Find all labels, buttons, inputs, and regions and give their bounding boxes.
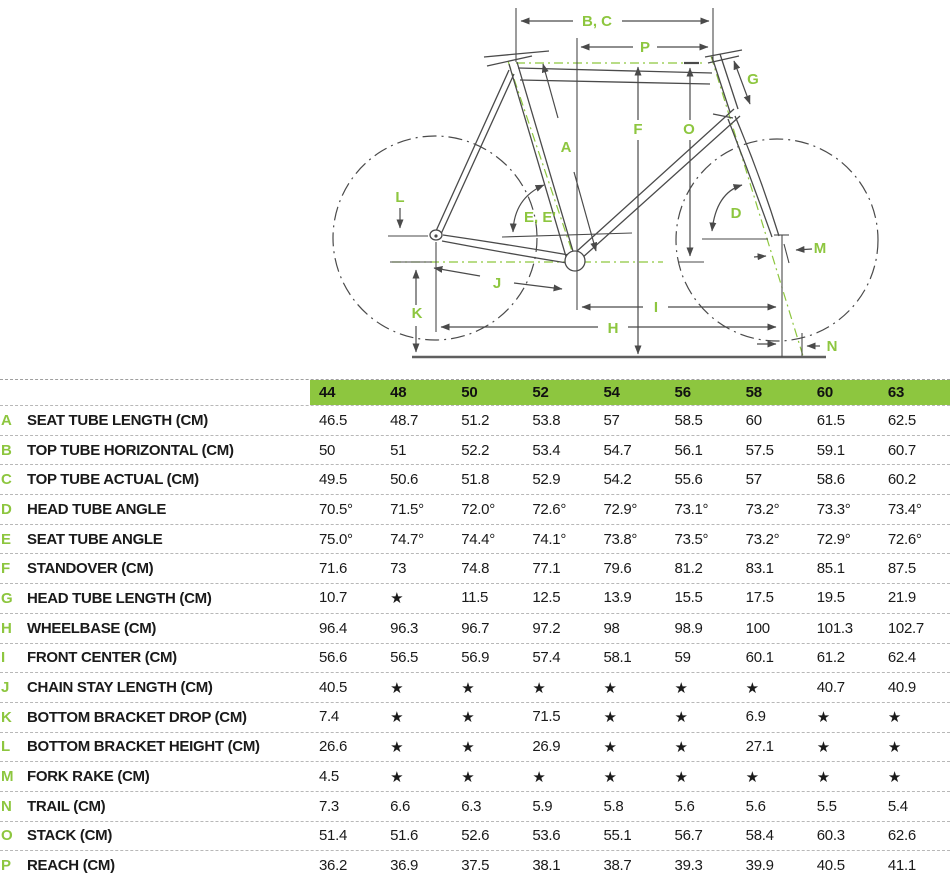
value-cell: 97.2	[532, 619, 561, 637]
value-cell: 26.6	[319, 737, 347, 755]
row-values	[310, 649, 950, 666]
value-cell-na: ★	[461, 738, 475, 756]
geometry-rows	[0, 405, 950, 877]
dim-label-fork-rake: M	[813, 240, 827, 257]
value-cell: 59.1	[816, 441, 845, 459]
dim-label-head-tube: G	[747, 71, 759, 88]
value-cell: 73.3°	[816, 500, 851, 518]
dim-label-trail: N	[826, 338, 838, 355]
table-row	[0, 613, 950, 643]
value-cell: 51.2	[461, 411, 490, 429]
value-cell: 71.5	[532, 708, 561, 726]
row-letter: G	[1, 589, 13, 607]
table-row	[0, 791, 950, 821]
value-cell: 56.9	[461, 649, 490, 667]
row-letter: I	[1, 649, 5, 667]
size-column-header: 54	[603, 384, 620, 401]
value-cell: 11.5	[461, 589, 489, 607]
row-values	[310, 798, 950, 815]
value-cell: 57.5	[745, 441, 774, 459]
value-cell-na: ★	[674, 738, 688, 756]
value-cell: 56.1	[674, 441, 703, 459]
value-cell: 4.5	[319, 767, 339, 785]
value-cell: 19.5	[816, 589, 845, 607]
size-column-header: 60	[816, 384, 834, 401]
value-cell: 70.5°	[319, 500, 353, 518]
row-label: CHAIN STAY LENGTH (CM)	[27, 679, 213, 697]
row-letter: N	[1, 797, 12, 815]
row-values	[310, 768, 950, 786]
row-label: REACH (CM)	[27, 856, 115, 874]
row-letter: K	[1, 708, 12, 726]
value-cell: 26.9	[532, 737, 561, 755]
row-values	[310, 501, 950, 518]
value-cell: 50.6	[390, 471, 419, 489]
value-cell-na: ★	[816, 768, 830, 786]
row-values	[310, 412, 950, 429]
value-cell: 58.1	[603, 649, 632, 667]
value-cell: 51.8	[461, 471, 490, 489]
value-cell-na: ★	[887, 738, 902, 756]
value-cell: 48.7	[390, 411, 419, 429]
row-letter: P	[1, 856, 11, 874]
value-cell: 58.4	[745, 827, 774, 845]
value-cell: 41.1	[887, 856, 916, 874]
value-cell: 46.5	[319, 411, 347, 429]
size-header-row	[0, 379, 950, 405]
value-cell: 73.4°	[887, 500, 922, 518]
value-cell-na: ★	[816, 738, 830, 756]
value-cell: 5.8	[603, 797, 624, 815]
value-cell: 10.7	[319, 589, 347, 607]
value-cell: 51	[390, 441, 407, 459]
value-cell: 54.2	[603, 471, 632, 489]
table-row	[0, 672, 950, 702]
value-cell-na: ★	[461, 709, 475, 727]
value-cell: 57	[603, 411, 620, 429]
value-cell-na: ★	[390, 768, 404, 786]
value-cell: 79.6	[603, 560, 632, 578]
value-cell-na: ★	[390, 709, 404, 727]
value-cell: 58.6	[816, 471, 845, 489]
dim-label-head-angle: D	[730, 205, 742, 222]
size-column-header: 44	[319, 384, 336, 401]
table-row	[0, 553, 950, 583]
value-cell: 5.6	[745, 797, 766, 815]
dim-label-bb-drop: K	[411, 305, 423, 322]
value-cell: 38.7	[603, 856, 632, 874]
value-cell: 74.4°	[461, 530, 495, 548]
value-cell: 57	[745, 471, 762, 489]
dim-label-chainstay: J	[492, 275, 502, 292]
table-row	[0, 405, 950, 435]
value-cell: 40.9	[887, 678, 916, 696]
value-cell: 73	[390, 560, 407, 578]
row-label: STANDOVER (CM)	[27, 560, 154, 578]
value-cell: 72.6°	[532, 500, 567, 518]
dim-label-reach: P	[639, 39, 651, 56]
size-column-header: 63	[887, 384, 905, 401]
row-values	[310, 827, 950, 844]
value-cell: 71.6	[319, 560, 347, 578]
row-label: FORK RAKE (CM)	[27, 768, 150, 786]
value-cell: 21.9	[887, 589, 916, 607]
value-cell-na: ★	[887, 768, 902, 786]
table-row	[0, 850, 950, 877]
value-cell: 60.3	[816, 827, 845, 845]
value-cell: 52.9	[532, 471, 561, 489]
row-letter: E	[1, 530, 11, 548]
value-cell-na: ★	[603, 738, 617, 756]
size-column-header: 58	[745, 384, 762, 401]
value-cell: 56.7	[674, 827, 703, 845]
geometry-table	[0, 379, 950, 877]
value-cell: 60.7	[887, 441, 916, 459]
value-cell: 56.6	[319, 649, 347, 667]
front-wheel	[676, 139, 878, 341]
value-cell: 101.3	[816, 619, 853, 637]
value-cell: 61.5	[816, 411, 845, 429]
value-cell-na: ★	[390, 679, 404, 697]
row-values	[310, 620, 950, 637]
row-values	[310, 679, 950, 697]
row-values	[310, 560, 950, 577]
value-cell: 50	[319, 441, 336, 459]
row-letter: J	[1, 679, 10, 697]
row-letter: M	[1, 768, 14, 786]
row-label: FRONT CENTER (CM)	[27, 649, 177, 667]
dim-label-standover: F	[633, 121, 643, 138]
value-cell-na: ★	[745, 768, 759, 786]
dim-label-stack: O	[683, 121, 695, 138]
value-cell: 59	[674, 649, 691, 667]
row-label: BOTTOM BRACKET HEIGHT (CM)	[27, 738, 260, 756]
table-row	[0, 702, 950, 732]
row-label: WHEELBASE (CM)	[27, 619, 157, 637]
value-cell: 74.7°	[390, 530, 424, 548]
row-letter: H	[1, 619, 12, 637]
value-cell: 15.5	[674, 589, 703, 607]
value-cell-na: ★	[532, 679, 546, 697]
value-cell: 60.2	[887, 471, 916, 489]
value-cell: 13.9	[603, 589, 632, 607]
row-values	[310, 708, 950, 726]
value-cell: 77.1	[532, 560, 561, 578]
value-cell: 58.5	[674, 411, 703, 429]
row-label: TRAIL (CM)	[27, 797, 106, 815]
value-cell: 73.5°	[674, 530, 709, 548]
row-label: TOP TUBE HORIZONTAL (CM)	[27, 441, 234, 459]
value-cell-na: ★	[532, 768, 546, 786]
size-header-cells	[310, 380, 950, 405]
reference-lines	[388, 8, 802, 357]
value-cell: 54.7	[603, 441, 632, 459]
value-cell: 40.5	[319, 678, 347, 696]
value-cell-na: ★	[390, 590, 404, 608]
value-cell-na: ★	[674, 709, 688, 727]
frame	[430, 50, 779, 271]
value-cell: 85.1	[816, 560, 845, 578]
row-values	[310, 471, 950, 488]
value-cell-na: ★	[674, 679, 688, 697]
value-cell-na: ★	[674, 768, 688, 786]
row-letter: O	[1, 827, 13, 845]
table-row	[0, 494, 950, 524]
table-row	[0, 821, 950, 851]
row-label: HEAD TUBE ANGLE	[27, 500, 167, 518]
value-cell: 83.1	[745, 560, 774, 578]
value-cell: 72.9°	[603, 500, 638, 518]
row-values	[310, 442, 950, 459]
value-cell: 5.5	[816, 797, 837, 815]
row-values	[310, 738, 950, 756]
value-cell-na: ★	[390, 738, 404, 756]
value-cell: 74.1°	[532, 530, 567, 548]
row-letter: D	[1, 500, 12, 518]
value-cell: 96.4	[319, 619, 347, 637]
value-cell: 71.5°	[390, 500, 424, 518]
value-cell: 96.3	[390, 619, 419, 637]
value-cell: 5.9	[532, 797, 553, 815]
value-cell: 73.1°	[674, 500, 709, 518]
value-cell: 72.6°	[887, 530, 922, 548]
value-cell-na: ★	[603, 768, 617, 786]
value-cell: 55.1	[603, 827, 632, 845]
value-cell: 5.6	[674, 797, 695, 815]
value-cell-na: ★	[603, 679, 617, 697]
table-row	[0, 435, 950, 465]
value-cell: 7.4	[319, 708, 339, 726]
value-cell-na: ★	[816, 709, 830, 727]
value-cell: 6.3	[461, 797, 482, 815]
value-cell: 36.2	[319, 856, 347, 874]
value-cell: 72.0°	[461, 500, 495, 518]
value-cell: 5.4	[887, 797, 908, 815]
value-cell: 38.1	[532, 856, 561, 874]
table-row	[0, 732, 950, 762]
value-cell: 36.9	[390, 856, 419, 874]
value-cell: 49.5	[319, 471, 347, 489]
value-cell-na: ★	[603, 709, 617, 727]
value-cell: 40.7	[816, 678, 845, 696]
row-label: BOTTOM BRACKET DROP (CM)	[27, 708, 247, 726]
value-cell: 73.2°	[745, 530, 780, 548]
value-cell-na: ★	[461, 768, 475, 786]
row-letter: F	[1, 560, 10, 578]
value-cell: 6.6	[390, 797, 411, 815]
value-cell: 81.2	[674, 560, 703, 578]
value-cell: 37.5	[461, 856, 490, 874]
value-cell: 12.5	[532, 589, 561, 607]
dim-label-top-tube: B, C	[582, 13, 612, 30]
value-cell: 73.2°	[745, 500, 780, 518]
value-cell: 17.5	[745, 589, 774, 607]
table-row	[0, 643, 950, 673]
row-letter: B	[1, 441, 12, 459]
row-letter: A	[1, 411, 12, 429]
value-cell: 60.1	[745, 649, 774, 667]
value-cell: 98	[603, 619, 620, 637]
size-column-header: 48	[390, 384, 407, 401]
value-cell-na: ★	[461, 679, 475, 697]
row-values	[310, 857, 950, 874]
dim-label-seat-angle: E, E'	[524, 209, 556, 226]
size-column-header: 56	[674, 384, 691, 401]
value-cell: 96.7	[461, 619, 490, 637]
value-cell: 51.4	[319, 827, 347, 845]
dim-label-bb-height: L	[395, 189, 405, 206]
value-cell: 39.9	[745, 856, 774, 874]
value-cell-na: ★	[887, 709, 902, 727]
value-cell: 39.3	[674, 856, 703, 874]
row-letter: C	[1, 471, 12, 489]
value-cell: 62.4	[887, 649, 916, 667]
value-cell: 100	[745, 619, 770, 637]
value-cell: 61.2	[816, 649, 845, 667]
value-cell: 55.6	[674, 471, 703, 489]
row-label: STACK (CM)	[27, 827, 113, 845]
row-values	[310, 589, 950, 607]
value-cell: 62.6	[887, 827, 916, 845]
table-row	[0, 464, 950, 494]
value-cell: 27.1	[745, 737, 774, 755]
value-cell: 53.8	[532, 411, 561, 429]
dim-label-wheelbase: H	[607, 320, 619, 337]
size-column-header: 52	[532, 384, 549, 401]
value-cell: 98.9	[674, 619, 703, 637]
dim-label-seat-tube: A	[560, 139, 572, 156]
value-cell: 57.4	[532, 649, 561, 667]
row-letter: L	[1, 738, 10, 756]
value-cell-na: ★	[745, 679, 759, 697]
value-cell: 53.4	[532, 441, 561, 459]
header-spacer	[0, 380, 310, 405]
value-cell: 52.6	[461, 827, 490, 845]
row-label: HEAD TUBE LENGTH (CM)	[27, 589, 212, 607]
value-cell: 62.5	[887, 411, 916, 429]
table-row	[0, 524, 950, 554]
value-cell: 60	[745, 411, 762, 429]
value-cell: 53.6	[532, 827, 561, 845]
bottom-bracket	[565, 251, 585, 271]
value-cell: 73.8°	[603, 530, 638, 548]
value-cell: 40.5	[816, 856, 845, 874]
dim-label-front-center: I	[653, 299, 659, 316]
table-row	[0, 583, 950, 613]
row-label: SEAT TUBE LENGTH (CM)	[27, 411, 208, 429]
row-label: SEAT TUBE ANGLE	[27, 530, 163, 548]
table-row	[0, 761, 950, 791]
value-cell: 102.7	[887, 619, 924, 637]
value-cell: 87.5	[887, 560, 916, 578]
value-cell: 51.6	[390, 827, 419, 845]
bike-geometry-diagram	[0, 0, 950, 374]
value-cell: 52.2	[461, 441, 490, 459]
value-cell: 75.0°	[319, 530, 353, 548]
value-cell: 7.3	[319, 797, 339, 815]
value-cell: 74.8	[461, 560, 490, 578]
value-cell: 56.5	[390, 649, 419, 667]
value-cell: 72.9°	[816, 530, 851, 548]
row-values	[310, 531, 950, 548]
value-cell: 6.9	[745, 708, 766, 726]
size-column-header: 50	[461, 384, 478, 401]
row-label: TOP TUBE ACTUAL (CM)	[27, 471, 199, 489]
